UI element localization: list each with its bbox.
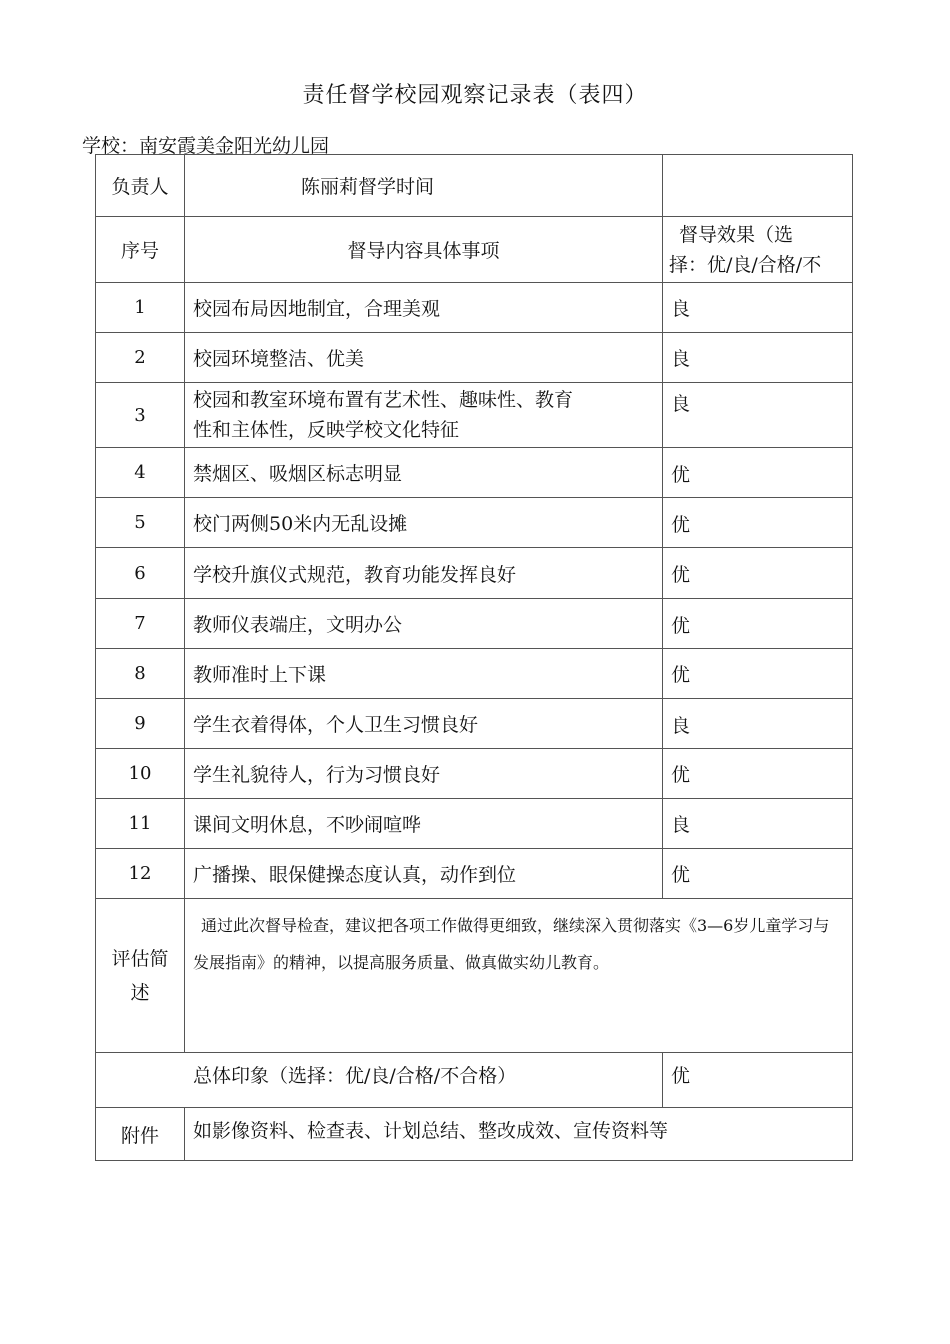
row-result: 优 <box>663 498 853 548</box>
row-item: 禁烟区、吸烟区标志明显 <box>185 448 663 498</box>
row-item: 广播操、眼保健操态度认真，动作到位 <box>185 849 663 899</box>
evaluation-label-line2: 述 <box>130 981 150 1004</box>
row-item: 教师准时上下课 <box>185 649 663 699</box>
table-row <box>96 283 853 333</box>
overall-label: 总体印象（选择：优/良/合格/不合格） <box>96 1053 663 1108</box>
row-result: 优 <box>663 649 853 699</box>
table-row <box>96 699 853 749</box>
table-row <box>96 383 853 448</box>
table-row <box>96 649 853 699</box>
table-row <box>96 333 853 383</box>
row-item-line1: 校园和教室环境布置有艺术性、趣味性、教育 <box>193 389 574 411</box>
overall-value: 优 <box>663 1053 853 1108</box>
responsible-value: 陈丽莉督学时间 <box>185 155 663 217</box>
row-item: 校园布局因地制宜，合理美观 <box>185 283 663 333</box>
row-result: 良 <box>663 283 853 333</box>
row-result: 良 <box>663 383 853 448</box>
table-row <box>96 498 853 548</box>
row-result: 良 <box>663 699 853 749</box>
row-number: 7 <box>96 599 185 649</box>
row-item: 学生礼貌待人，行为习惯良好 <box>185 749 663 799</box>
row-item: 学生衣着得体，个人卫生习惯良好 <box>185 699 663 749</box>
row-item: 教师仪表端庄，文明办公 <box>185 599 663 649</box>
row-item: 校园环境整洁、优美 <box>185 333 663 383</box>
row-number: 10 <box>96 749 185 799</box>
row-number: 11 <box>96 799 185 849</box>
row-item: 学校升旗仪式规范，教育功能发挥良好 <box>185 548 663 599</box>
table-row <box>96 849 853 899</box>
evaluation-label <box>96 899 185 1053</box>
responsible-row <box>96 155 853 217</box>
table-row <box>96 749 853 799</box>
row-number: 12 <box>96 849 185 899</box>
attachment-row <box>96 1108 853 1161</box>
attachment-label: 附件 <box>96 1108 185 1161</box>
row-number: 3 <box>96 383 185 448</box>
table-row <box>96 799 853 849</box>
table-row <box>96 448 853 498</box>
page-title: 责任督学校园观察记录表（表四） <box>302 83 648 108</box>
attachment-text: 如影像资料、检查表、计划总结、整改成效、宣传资料等 <box>185 1108 853 1161</box>
evaluation-row <box>96 899 853 1053</box>
row-item <box>185 383 663 448</box>
evaluation-text: 通过此次督导检查，建议把各项工作做得更细致，继续深入贯彻落实《3—6岁儿童学习与发展指南》的精神，以提高服务质量、做真做实幼儿教育。 <box>185 899 853 1053</box>
effect-header-line1: 督导效果（选 <box>679 223 794 246</box>
row-item-line2: 性和主体性，反映学校文化特征 <box>193 419 460 441</box>
row-number: 5 <box>96 498 185 548</box>
row-number: 9 <box>96 699 185 749</box>
table-row <box>96 548 853 599</box>
observation-table <box>95 154 853 1161</box>
row-number: 1 <box>96 283 185 333</box>
content-header: 督导内容具体事项 <box>185 217 663 283</box>
row-result: 优 <box>663 849 853 899</box>
row-result: 优 <box>663 548 853 599</box>
row-item: 课间文明休息，不吵闹喧哗 <box>185 799 663 849</box>
row-number: 4 <box>96 448 185 498</box>
row-number: 2 <box>96 333 185 383</box>
row-result: 良 <box>663 333 853 383</box>
row-result: 良 <box>663 799 853 849</box>
evaluation-label-line1: 评估简 <box>111 947 169 970</box>
row-result: 优 <box>663 599 853 649</box>
overall-row <box>96 1053 853 1108</box>
table-row <box>96 599 853 649</box>
responsible-label: 负责人 <box>96 155 185 217</box>
effect-header-line2: 择：优/良/合格/不 <box>669 253 822 276</box>
row-result: 优 <box>663 749 853 799</box>
time-value <box>663 155 853 217</box>
row-number: 8 <box>96 649 185 699</box>
row-result: 优 <box>663 448 853 498</box>
row-number: 6 <box>96 548 185 599</box>
school-name: 学校：南安霞美金阳光幼儿园 <box>82 135 330 157</box>
header-row <box>96 217 853 283</box>
row-item: 校门两侧50米内无乱设摊 <box>185 498 663 548</box>
seq-header: 序号 <box>96 217 185 283</box>
effect-header <box>663 217 853 283</box>
